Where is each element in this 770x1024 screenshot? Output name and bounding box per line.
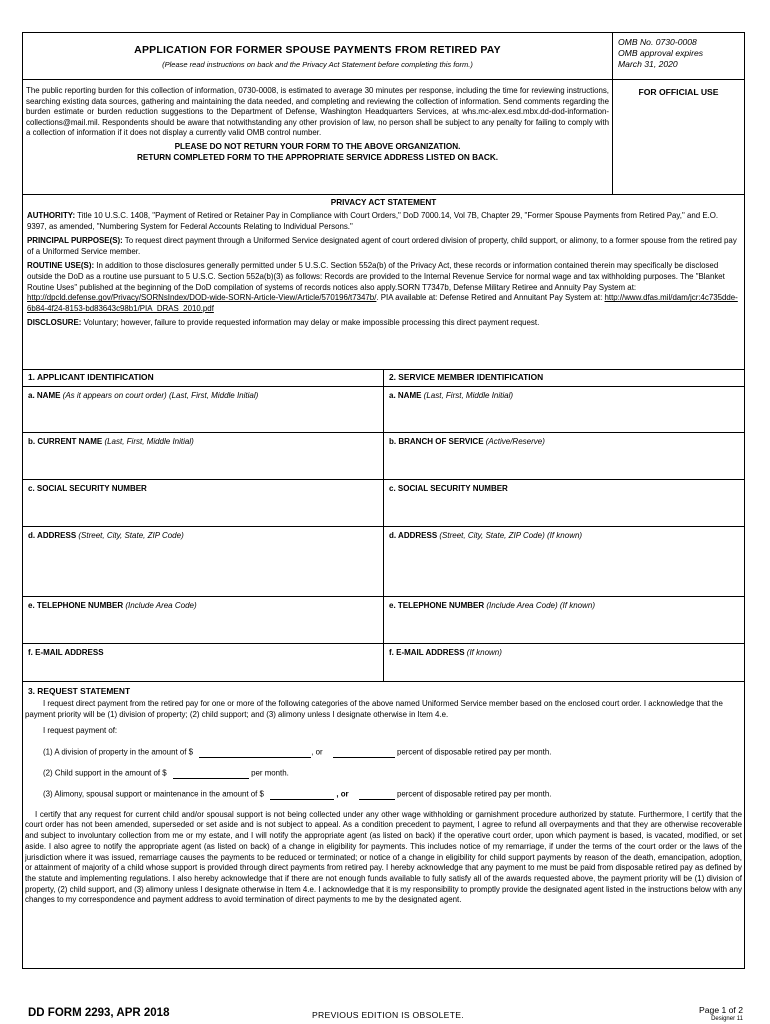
section3-block	[23, 682, 744, 968]
privacy-block	[23, 195, 744, 369]
child-support-amount-input[interactable]	[173, 768, 249, 779]
member-email-hint: (If known)	[464, 648, 502, 657]
item2-line	[25, 768, 742, 779]
item2-per-month: per month.	[251, 768, 289, 778]
privacy-row	[23, 195, 744, 370]
applicant-address-field[interactable]	[23, 527, 384, 596]
branch-hint: (Active/Reserve)	[483, 437, 545, 446]
obsolete-notice: PREVIOUS EDITION IS OBSOLETE.	[312, 1010, 464, 1020]
section3-title: 3. REQUEST STATEMENT	[28, 686, 131, 696]
item1-percent-label: percent of disposable retired pay per month.	[397, 747, 552, 757]
item3-percent-label: percent of disposable retired pay per month.	[397, 789, 552, 799]
request-of: I request payment of:	[43, 726, 118, 736]
burden-block	[23, 80, 613, 194]
applicant-address-label: d. ADDRESS	[28, 531, 77, 540]
privacy-title: PRIVACY ACT STATEMENT	[330, 198, 437, 207]
burden-row	[23, 80, 744, 195]
item2-label: (2) Child support in the amount of $	[43, 768, 167, 778]
applicant-current-name-field[interactable]	[23, 433, 384, 479]
applicant-email-field[interactable]	[23, 644, 384, 681]
routine-text: In addition to those disclosures generally permitted under 5 U.S.C. Section 552a(b) of the Privacy Act, these records or information contained therein may specifically be disclosed outside the DoD as a routine use pursuant to 5 U.S.C. Section 552a(b)(3) as follows: Records are provided to the Internal Revenue Service for normal wage and tax withholding purposes. The "Blanket Routine Uses" published at the beginning of the DoD compilation of systems of records notices also apply.SORN T7347b, Defense Military Retiree and Annuity Pay System at:	[27, 261, 725, 292]
row-e	[23, 597, 744, 644]
authority-label: AUTHORITY:	[27, 211, 76, 220]
member-phone-hint: (Include Area Code) (If known)	[484, 601, 595, 610]
purpose-text: To request direct payment through a Uniformed Service designated agent of court ordered division of property, child support, or alimony, to a former spouse from the retired pay of a Uniformed Service member.	[27, 236, 737, 256]
row-b	[23, 433, 744, 480]
section2-title: 2. SERVICE MEMBER IDENTIFICATION	[389, 372, 544, 382]
member-ssn-label: c. SOCIAL SECURITY NUMBER	[389, 484, 508, 493]
member-ssn-field[interactable]	[384, 480, 744, 526]
routine-mid: . PIA available at: Defense Retired and Annuitant Pay System at:	[376, 293, 605, 303]
applicant-phone-hint: (Include Area Code)	[123, 601, 197, 610]
official-use-label: FOR OFFICIAL USE	[638, 87, 719, 97]
member-address-label: d. ADDRESS	[389, 531, 438, 540]
omb-expires: OMB approval expires	[618, 48, 704, 58]
form-footer	[22, 1005, 745, 1023]
designer-version: Designer 11	[711, 1016, 743, 1022]
applicant-ssn-label: c. SOCIAL SECURITY NUMBER	[28, 484, 147, 493]
item1-label: (1) A division of property in the amount of $	[43, 747, 194, 757]
member-address-hint: (Street, City, State, ZIP Code) (If known)	[437, 531, 583, 540]
routine-paragraph	[27, 261, 740, 314]
applicant-name-label: a. NAME	[28, 391, 61, 400]
current-name-label: b. CURRENT NAME	[28, 437, 103, 446]
routine-label: ROUTINE USE(S):	[27, 261, 95, 271]
row-c	[23, 480, 744, 527]
row-d	[23, 527, 744, 597]
row-a	[23, 387, 744, 433]
omb-number: OMB No. 0730-0008	[618, 37, 697, 47]
purpose-label: PRINCIPAL PURPOSE(S):	[27, 236, 123, 246]
applicant-ssn-field[interactable]	[23, 480, 384, 526]
applicant-name-field[interactable]	[23, 387, 384, 432]
applicant-address-hint: (Street, City, State, ZIP Code)	[76, 531, 184, 540]
alimony-amount-input[interactable]	[270, 789, 334, 800]
section-header-row	[23, 370, 744, 387]
header-row	[23, 33, 744, 80]
property-percent-input[interactable]	[333, 747, 395, 758]
certification-text: I certify that any request for current child and/or spousal support is not being collected under any other wage withholding or garnishment procedure authorized by statute. Furthermore, I certify that the court order has not been amended, superseded or set aside and is not subject to appeal. As a condition precedent to payment, I agree to refund all overpayments and that they are otherwise recoverable and subject to involuntary collection from me or my estate, and I will notify the appropriate agent (as listed on back) if the operative court order, upon which payment is based, is vacated, modified, or set aside. I also agree to notify the appropriate agent (as listed on back) of a change in eligibility for payments. This includes notice of my remarriage, if under the terms of the court order or the laws of the jurisdiction where it was issued, remarriage causes the payments to be reduced or terminated; or notice of a change in eligibility for child support payments by reason of the death, emancipation, adoption, or attainment of majority of a child whose support is provided through direct payments from retired pay. I hereby acknowledge that any payment to me must be paid from disposable retired pay as defined by the statute and implementing regulations. I also hereby acknowledge that if there are not enough funds available to fully satisfy all of the awards requested above, the payment priority will be (1) division of property, (2) child support, and (3) alimony unless I designate otherwise in Item 4.e. I acknowledge that it is my responsibility to promptly provide the designated agent listed in the instructions below with any changes to my correspondence and payment address to avoid termination of direct payments to me by the designated agent.	[25, 809, 742, 905]
alimony-percent-input[interactable]	[359, 789, 395, 800]
disclosure-text: Voluntary; however, failure to provide requested information may delay or make impossible processing this direct payment request.	[81, 318, 540, 328]
section1-title: 1. APPLICANT IDENTIFICATION	[23, 370, 384, 386]
item1-line	[25, 747, 742, 758]
authority-paragraph	[27, 211, 740, 232]
pia-link[interactable]: http://www.dfas.mil/dam/jcr:4c735dde-6b84-4f24-8153-bd83643c98b1/PIA_DRAS_2010.pdf	[27, 293, 738, 313]
section3-row	[23, 682, 744, 968]
member-email-label: f. E-MAIL ADDRESS	[389, 648, 465, 657]
member-name-hint: (Last, First, Middle Initial)	[421, 391, 514, 400]
purpose-paragraph	[27, 236, 740, 257]
request-intro: I request direct payment from the retired pay for one or more of the following categories of the above named Uniformed Service member based on the enclosed court order. I acknowledge that the payment priority will be (1) division of property; (2) child support; and (3) alimony unless I designate otherwise in Item 4.e.	[25, 699, 723, 719]
row-f	[23, 644, 744, 682]
title-block	[23, 33, 613, 79]
applicant-phone-label: e. TELEPHONE NUMBER	[28, 601, 124, 610]
disclosure-paragraph	[27, 318, 740, 329]
applicant-email-label: f. E-MAIL ADDRESS	[28, 648, 104, 657]
sorn-link[interactable]: http://dpcld.defense.gov/Privacy/SORNsIndex/DOD-wide-SORN-Article-View/Article/570196/t7347b/	[27, 293, 377, 303]
form-number: DD FORM 2293, APR 2018	[28, 1007, 170, 1019]
property-amount-input[interactable]	[199, 747, 311, 758]
member-email-field[interactable]	[384, 644, 744, 681]
item3-or: , or	[336, 789, 349, 799]
authority-text: Title 10 U.S.C. 1408, "Payment of Retired or Retainer Pay in Compliance with Court Orders," DoD 7000.14, Vol 7B, Chapter 29, "Former Spouse Payments from Retired Pay," and E.O. 9397, as amended, "Numbering System for Federal Accounts Relating to Individual Persons."	[27, 211, 719, 231]
current-name-hint: (Last, First, Middle Initial)	[102, 437, 194, 446]
applicant-phone-field[interactable]	[23, 597, 384, 643]
page-number: Page 1 of 2	[699, 1005, 743, 1015]
burden-text: The public reporting burden for this collection of information, 0730-0008, is estimated to average 30 minutes per response, including the time for reviewing instructions, searching existing data sources, gathering and maintaining the data needed, and completing and reviewing the collection of information. Send comments regarding the burden estimate or burden reduction suggestions to the Department of Defense, Washington Headquarters Services, at whs.mc-alex.esd.mbx.dd-dod-information-collections@mail.mil. Respondents should be aware that notwithstanding any other provision of law, no person shall be subject to any penalty for failing to comply with a collection of information if it does not display a currently valid OMB control number.	[26, 86, 609, 138]
member-phone-field[interactable]	[384, 597, 744, 643]
member-address-field[interactable]	[384, 527, 744, 596]
form-title: APPLICATION FOR FORMER SPOUSE PAYMENTS FROM RETIRED PAY	[134, 44, 501, 56]
return-notice-1: PLEASE DO NOT RETURN YOUR FORM TO THE ABOVE ORGANIZATION.	[174, 141, 461, 151]
form-subtitle: (Please read instructions on back and the Privacy Act Statement before completing this form.)	[162, 60, 473, 69]
member-phone-label: e. TELEPHONE NUMBER	[389, 601, 485, 610]
disclosure-label: DISCLOSURE:	[27, 318, 82, 328]
branch-label: b. BRANCH OF SERVICE	[389, 437, 484, 446]
omb-block	[613, 33, 744, 79]
return-notice-2: RETURN COMPLETED FORM TO THE APPROPRIATE SERVICE ADDRESS LISTED ON BACK.	[136, 152, 499, 162]
member-name-label: a. NAME	[389, 391, 422, 400]
branch-of-service-field[interactable]	[384, 433, 744, 479]
item3-line	[25, 789, 742, 800]
applicant-name-hint: (As it appears on court order) (Last, First, Middle Initial)	[60, 391, 259, 400]
member-name-field[interactable]	[384, 387, 744, 432]
omb-date: March 31, 2020	[618, 59, 678, 69]
item1-or: , or	[311, 747, 323, 757]
form-page	[22, 32, 745, 969]
item3-label: (3) Alimony, spousal support or maintenance in the amount of $	[43, 789, 264, 799]
